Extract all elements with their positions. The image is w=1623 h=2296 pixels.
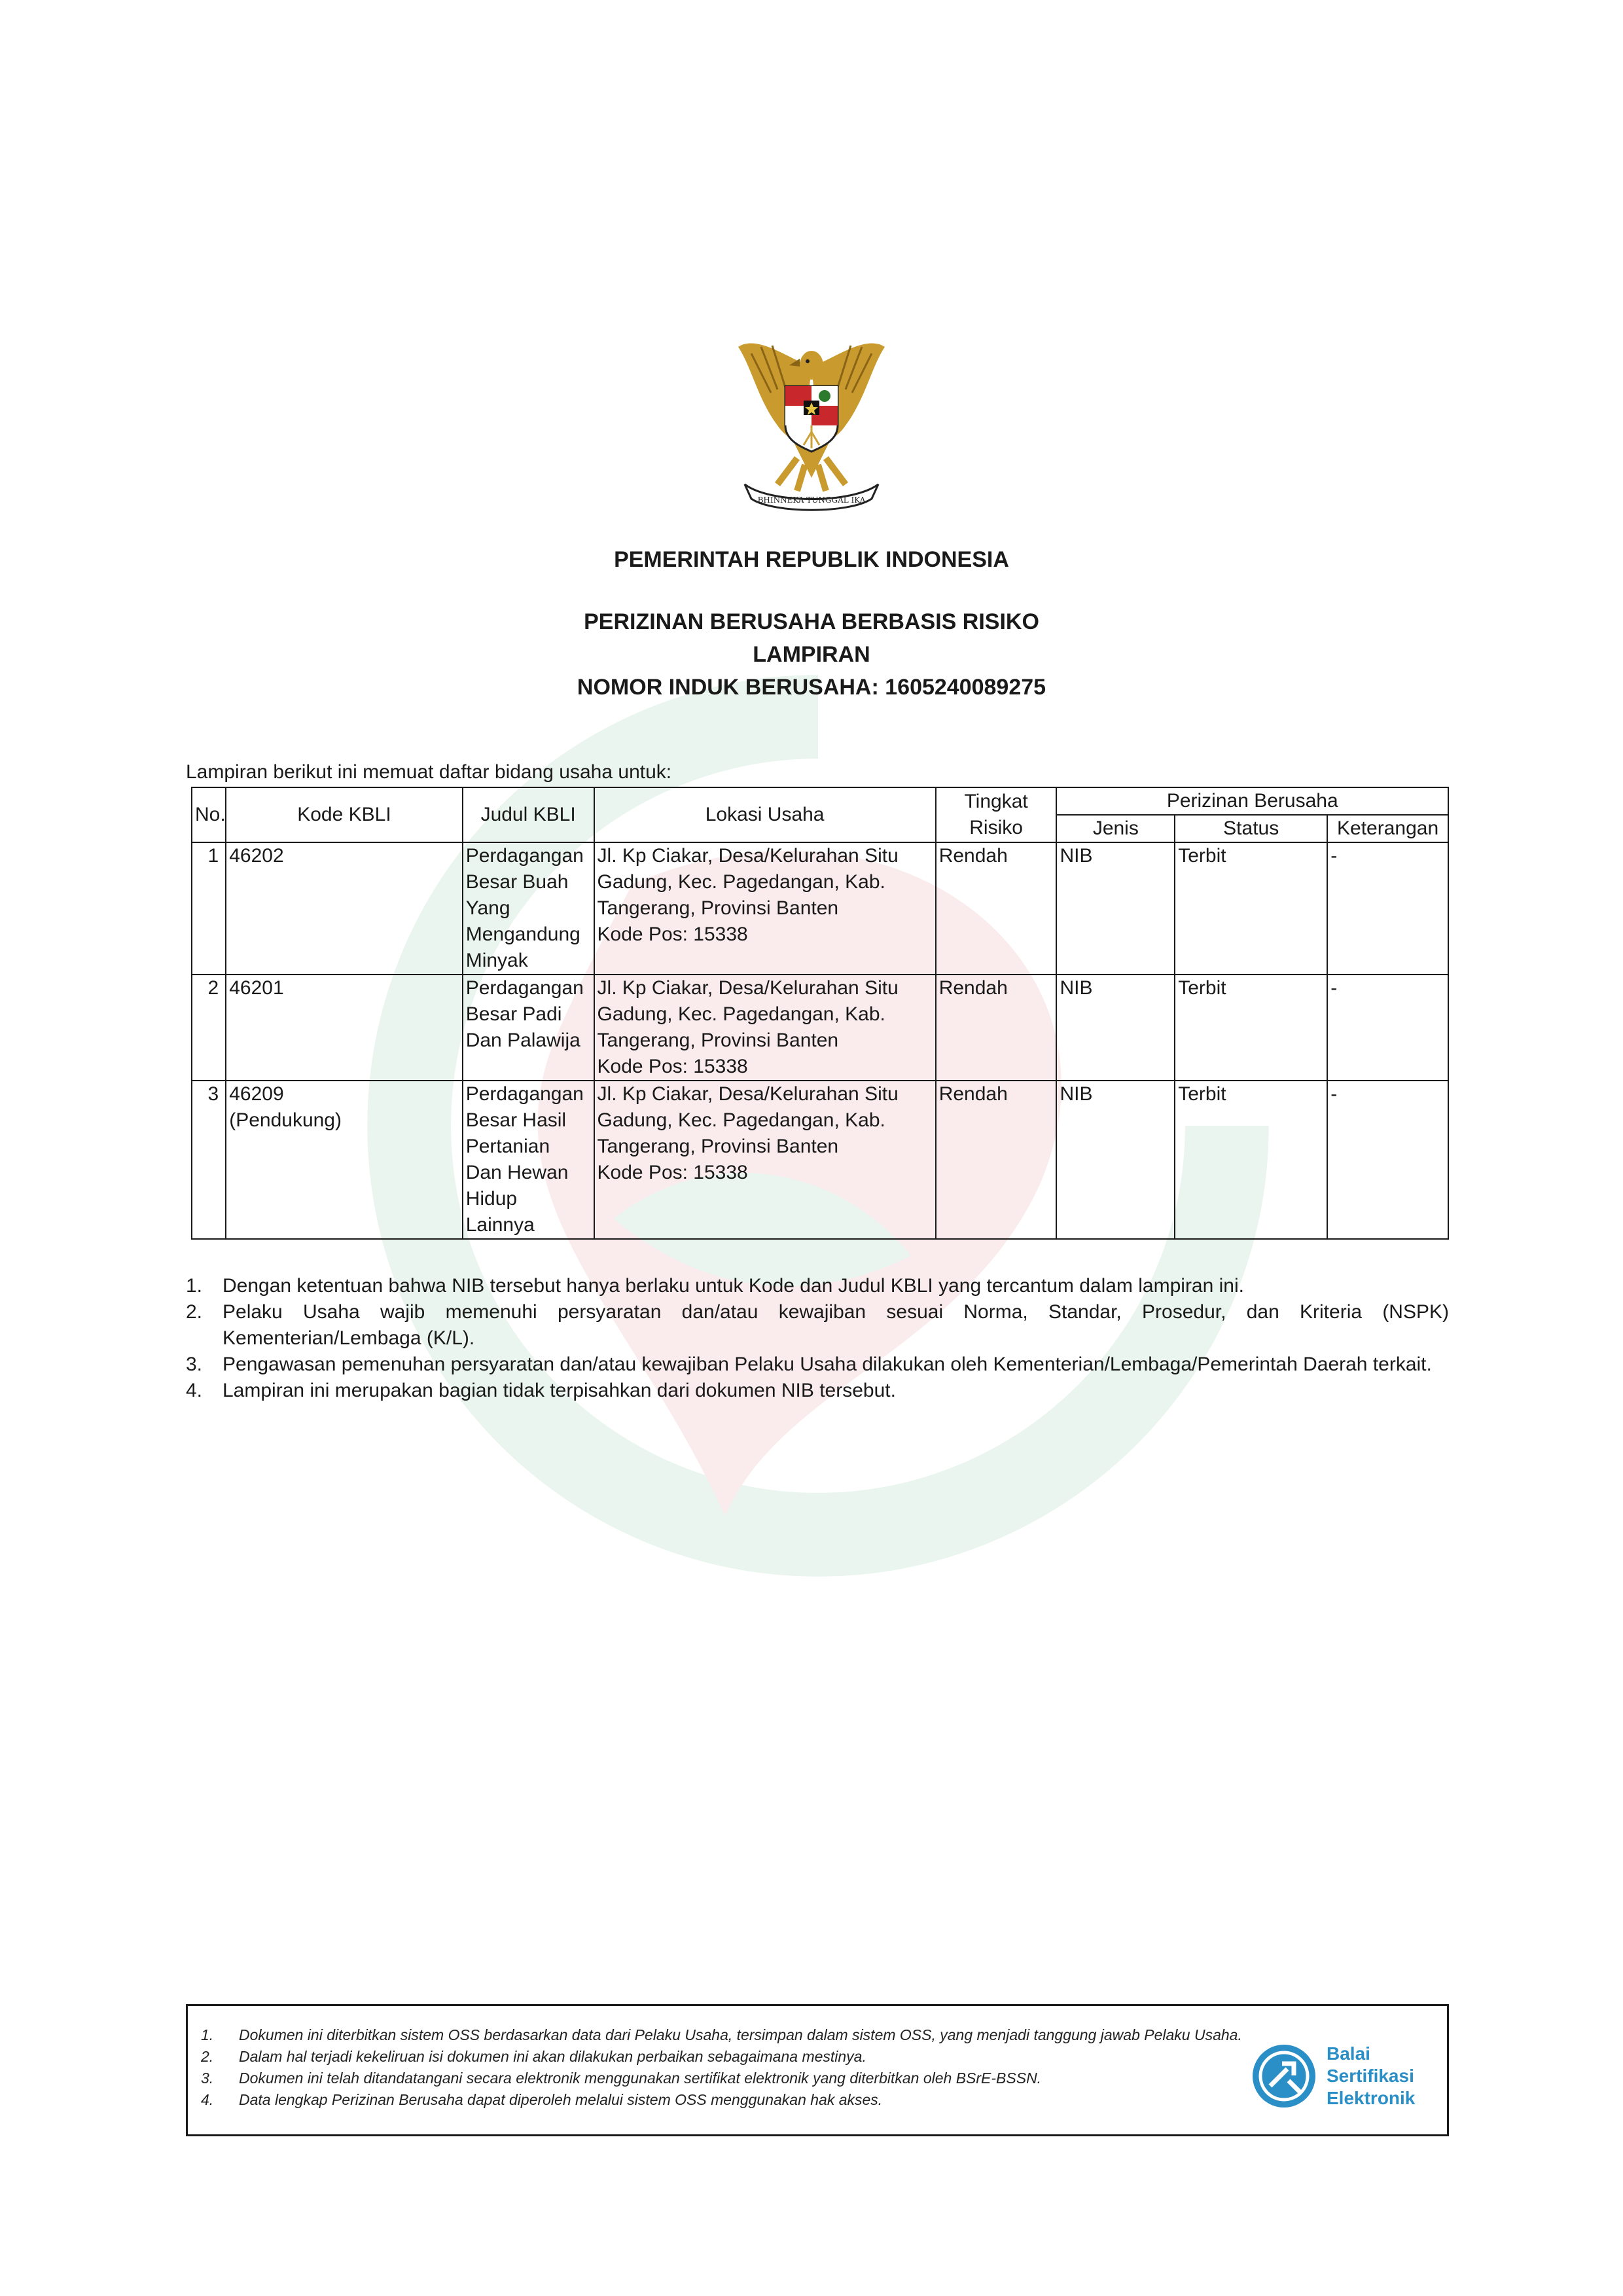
cell-judul-kbli — [463, 975, 594, 1081]
lokasi-line: Jl. Kp Ciakar, Desa/Kelurahan Situ — [597, 1083, 899, 1105]
cell-lokasi-usaha — [594, 1081, 936, 1239]
condition-number: 1. — [186, 1275, 203, 1297]
judul-line: Hidup — [465, 1188, 518, 1210]
cell-kode-kbli — [226, 842, 463, 975]
cell-no: 1 — [192, 842, 226, 975]
cell-no: 3 — [192, 1081, 226, 1239]
footer-note-text: Dokumen ini diterbitkan sistem OSS berdasarkan data dari Pelaku Usaha, tersimpan dalam sistem OSS, yang menjadi tanggung jawab Pelaku Usaha. — [239, 2026, 1242, 2043]
footer-note-text: Dalam hal terjadi kekeliruan isi dokumen ini akan dilakukan perbaikan sebagaimana mestinya. — [239, 2048, 866, 2065]
judul-line: Perdagangan — [465, 1083, 584, 1105]
judul-line: Besar Hasil — [465, 1109, 567, 1131]
judul-line: Pertanian — [465, 1136, 550, 1157]
kode-note: (Pendukung) — [229, 1109, 342, 1131]
cell-jenis: NIB — [1056, 842, 1175, 975]
header-tingkat-risiko — [936, 787, 1057, 842]
svg-text:BHINNEKA TUNGGAL IKA: BHINNEKA TUNGGAL IKA — [757, 495, 866, 505]
cell-lokasi-usaha — [594, 842, 936, 975]
judul-line: Perdagangan — [465, 977, 584, 999]
cell-lokasi-usaha — [594, 975, 936, 1081]
footer-note-item — [201, 2068, 1248, 2089]
kode-value: 46201 — [229, 977, 284, 999]
footer-disclaimer-box — [186, 2004, 1449, 2136]
header-risiko-line1: Tingkat — [964, 791, 1028, 812]
cell-tingkat-risiko: Rendah — [936, 842, 1057, 975]
footer-note-item — [201, 2046, 1248, 2068]
footer-note-item — [201, 2089, 1248, 2111]
footer-note-number: 4. — [201, 2091, 214, 2108]
header-risiko-line2: Risiko — [969, 817, 1023, 838]
header-judul-kbli: Judul KBLI — [463, 787, 594, 842]
intro-text: Lampiran berikut ini memuat daftar bidang usaha untuk: — [186, 761, 672, 783]
kode-value: 46209 — [229, 1083, 284, 1105]
cell-status: Terbit — [1175, 1081, 1327, 1239]
cell-jenis: NIB — [1056, 975, 1175, 1081]
header-perizinan-berusaha: Perizinan Berusaha — [1056, 787, 1448, 815]
judul-line: Yang — [465, 897, 510, 919]
kode-value: 46202 — [229, 845, 284, 867]
judul-line: Dan Hewan — [465, 1162, 569, 1183]
bsre-logo — [1248, 2032, 1438, 2124]
header-lokasi-usaha: Lokasi Usaha — [594, 787, 936, 842]
lokasi-line: Gadung, Kec. Pagedangan, Kab. — [597, 1003, 885, 1025]
cell-keterangan: - — [1327, 975, 1448, 1081]
garuda-pancasila-emblem — [732, 327, 891, 517]
lokasi-line: Jl. Kp Ciakar, Desa/Kelurahan Situ — [597, 977, 899, 999]
cell-status: Terbit — [1175, 975, 1327, 1081]
lokasi-line: Kode Pos: 15338 — [597, 924, 748, 945]
cell-kode-kbli — [226, 1081, 463, 1239]
header-kode-kbli: Kode KBLI — [226, 787, 463, 842]
judul-line: Mengandung — [465, 924, 580, 945]
lokasi-line: Jl. Kp Ciakar, Desa/Kelurahan Situ — [597, 845, 899, 867]
header-jenis: Jenis — [1056, 815, 1175, 842]
lokasi-line: Tangerang, Provinsi Banten — [597, 1030, 839, 1051]
condition-item — [186, 1378, 1449, 1404]
cell-jenis: NIB — [1056, 1081, 1175, 1239]
footer-notes — [201, 2024, 1248, 2111]
table-row — [192, 1081, 1448, 1239]
document-title: PERIZINAN BERUSAHA BERBASIS RISIKO — [584, 609, 1039, 634]
header-status: Status — [1175, 815, 1327, 842]
condition-text: Pengawasan pemenuhan persyaratan dan/atau kewajiban Pelaku Usaha dilakukan oleh Kementerian/Lembaga/Pemerintah Daerah terkait. — [223, 1354, 1432, 1375]
government-heading: PEMERINTAH REPUBLIK INDONESIA — [614, 547, 1009, 572]
cell-judul-kbli — [463, 842, 594, 975]
cell-kode-kbli — [226, 975, 463, 1081]
cell-tingkat-risiko: Rendah — [936, 1081, 1057, 1239]
footer-note-number: 3. — [201, 2070, 214, 2087]
lokasi-line: Gadung, Kec. Pagedangan, Kab. — [597, 1109, 885, 1131]
nib-number: NOMOR INDUK BERUSAHA: 1605240089275 — [577, 675, 1046, 700]
table-row — [192, 975, 1448, 1081]
cell-keterangan: - — [1327, 842, 1448, 975]
footer-note-number: 2. — [201, 2048, 214, 2065]
document-subtitle: LAMPIRAN — [753, 642, 870, 667]
condition-item — [186, 1299, 1449, 1352]
bsre-line3: Elektronik — [1327, 2088, 1416, 2108]
cell-no: 2 — [192, 975, 226, 1081]
lokasi-line: Tangerang, Provinsi Banten — [597, 897, 839, 919]
lokasi-line: Kode Pos: 15338 — [597, 1056, 748, 1077]
cell-status: Terbit — [1175, 842, 1327, 975]
judul-line: Minyak — [465, 950, 528, 971]
conditions-list — [186, 1273, 1449, 1404]
cell-judul-kbli — [463, 1081, 594, 1239]
condition-item — [186, 1352, 1449, 1378]
condition-number: 2. — [186, 1301, 203, 1323]
condition-number: 4. — [186, 1380, 203, 1401]
condition-text: Pelaku Usaha wajib memenuhi persyaratan dan/atau kewajiban sesuai Norma, Standar, Prosedur, dan Kriteria (NSPK) Kementerian/Lembaga (K/L). — [223, 1301, 1449, 1349]
lokasi-line: Tangerang, Provinsi Banten — [597, 1136, 839, 1157]
bsre-line2: Sertifikasi — [1327, 2066, 1414, 2086]
lokasi-line: Gadung, Kec. Pagedangan, Kab. — [597, 871, 885, 893]
judul-line: Lainnya — [465, 1214, 535, 1236]
judul-line: Besar Padi — [465, 1003, 562, 1025]
table-row — [192, 842, 1448, 975]
footer-note-text: Dokumen ini telah ditandatangani secara elektronik menggunakan sertifikat elektronik yang diterbitkan oleh BSrE-BSSN. — [239, 2070, 1042, 2087]
footer-note-item — [201, 2024, 1248, 2046]
bsre-logo-icon — [1248, 2040, 1320, 2112]
condition-number: 3. — [186, 1354, 203, 1375]
cell-tingkat-risiko: Rendah — [936, 975, 1057, 1081]
lokasi-line: Kode Pos: 15338 — [597, 1162, 748, 1183]
judul-line: Dan Palawija — [465, 1030, 580, 1051]
condition-text: Dengan ketentuan bahwa NIB tersebut hanya berlaku untuk Kode dan Judul KBLI yang tercantum dalam lampiran ini. — [223, 1275, 1244, 1297]
judul-line: Besar Buah — [465, 871, 569, 893]
kbli-table — [191, 787, 1449, 1240]
footer-note-number: 1. — [201, 2026, 214, 2043]
header-no: No. — [192, 787, 226, 842]
header-keterangan: Keterangan — [1327, 815, 1448, 842]
condition-text: Lampiran ini merupakan bagian tidak terpisahkan dari dokumen NIB tersebut. — [223, 1380, 896, 1401]
footer-note-text: Data lengkap Perizinan Berusaha dapat diperoleh melalui sistem OSS menggunakan hak akses. — [239, 2091, 883, 2108]
condition-item — [186, 1273, 1449, 1299]
judul-line: Perdagangan — [465, 845, 584, 867]
cell-keterangan: - — [1327, 1081, 1448, 1239]
bsre-line1: Balai — [1327, 2043, 1370, 2064]
